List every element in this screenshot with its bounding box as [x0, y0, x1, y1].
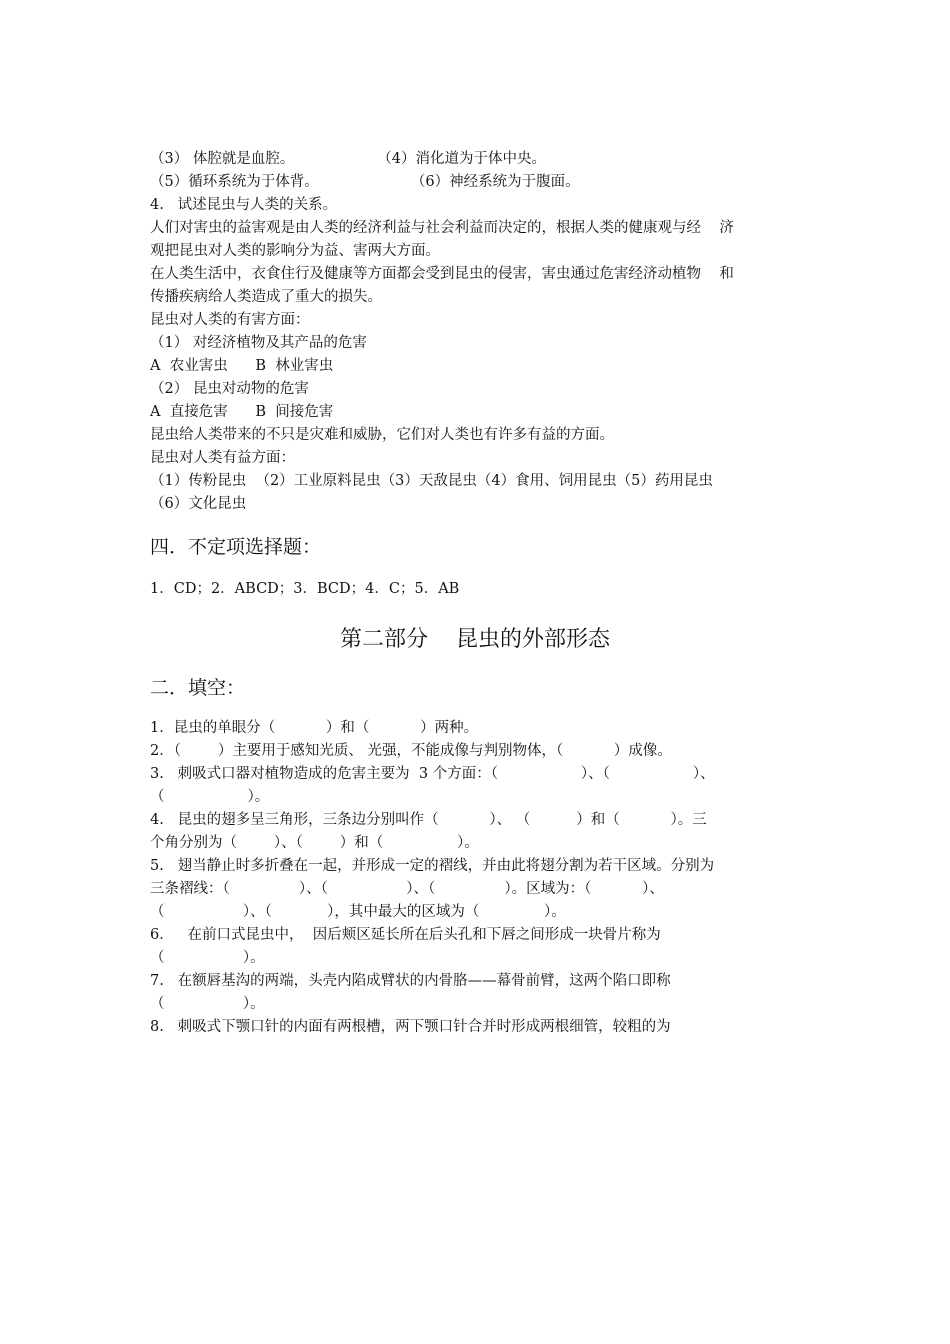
question-line: 6． 在前口式昆虫中， 因后颊区延长所在后头孔和下唇之间形成一块骨片称为: [150, 927, 661, 943]
harm-item-2-sub: A 直接危害 B 间接危害: [150, 404, 334, 420]
part-2-title: 第二部分 昆虫的外部形态: [340, 627, 610, 652]
question-line: 8. 刺吸式下颚口针的内面有两根槽，两下颚口针合并时形成两根细管，较粗的为: [150, 1019, 671, 1035]
question-line: 1．昆虫的单眼分（ ）和（ ）两种。: [150, 720, 479, 736]
question-line: 2．（ ）主要用于感知光质、 光强，不能成像与判别物体，（ ）成像。: [150, 743, 672, 759]
paragraph-2-line-2: 传播疾病给人类造成了重大的损失。: [150, 289, 382, 305]
paragraph-1-line-1: 人们对害虫的益害观是由人类的经济利益与社会利益而决定的，根据人类的健康观与经 济: [150, 220, 734, 236]
question-4-title: 4. 试述昆虫与人类的关系。: [150, 197, 338, 213]
fill-in-heading: 二．填空：: [150, 677, 246, 699]
benefit-line-1: （1）传粉昆虫 （2）工业原料昆虫（3）天敌昆虫（4）食用、饲用昆虫（5）药用昆虫: [150, 473, 713, 489]
section-4-answers: 1．CD；2．ABCD；3．BCD；4．C；5．AB: [150, 581, 460, 597]
question-line: 三条褶线：（ ）、（ ）、（ ）。区域为：（ ）、: [150, 881, 664, 897]
section-4-heading: 四．不定项选择题：: [150, 536, 322, 558]
organ-line-1: （3） 体腔就是血腔。 （4）消化道为于体中央。: [150, 151, 547, 167]
harm-item-1-sub: A 农业害虫 B 林业害虫: [150, 358, 334, 374]
question-line: 5. 翅当静止时多折叠在一起，并形成一定的褶线，并由此将翅分割为若干区域。分别为: [150, 858, 715, 874]
harm-title: 昆虫对人类的有害方面：: [150, 312, 310, 328]
part1-answers: [150, 148, 800, 516]
organ-line-2: （5）循环系统为于体背。 （6）神经系统为于腹面。: [150, 174, 580, 190]
question-line: 4. 昆虫的翅多呈三角形，三条边分别叫作（ ）、 （ ）和（ ）。三: [150, 812, 707, 828]
question-line: 个角分别为（ ）、（ ）和（ ）。: [150, 835, 479, 851]
benefit-intro: 昆虫给人类带来的不只是灾难和威胁，它们对人类也有许多有益的方面。: [150, 427, 614, 443]
question-line: 7. 在额唇基沟的两端，头壳内陷成臂状的内骨胳——幕骨前臂，这两个陷口即称: [150, 973, 671, 989]
fill-in-questions: [150, 717, 800, 1039]
question-line: （ ）、（ ），其中最大的区域为（ ）。: [150, 904, 566, 920]
question-line: （ ）。: [150, 789, 270, 805]
benefit-line-2: （6）文化昆虫: [150, 496, 247, 512]
question-line: （ ）。: [150, 996, 265, 1012]
question-line: （ ）。: [150, 950, 265, 966]
document-page: [150, 148, 800, 1039]
benefit-title: 昆虫对人类有益方面：: [150, 450, 295, 466]
question-line: 3. 刺吸式口器对植物造成的危害主要为 3 个方面：（ ）、（ ）、: [150, 766, 715, 782]
paragraph-2-line-1: 在人类生活中，衣食住行及健康等方面都会受到昆虫的侵害，害虫通过危害经济动植物 和: [150, 266, 734, 282]
harm-item-1: （1） 对经济植物及其产品的危害: [150, 335, 367, 351]
paragraph-1-line-2: 观把昆虫对人类的影响分为益、害两大方面。: [150, 243, 440, 259]
harm-item-2: （2） 昆虫对动物的危害: [150, 381, 309, 397]
